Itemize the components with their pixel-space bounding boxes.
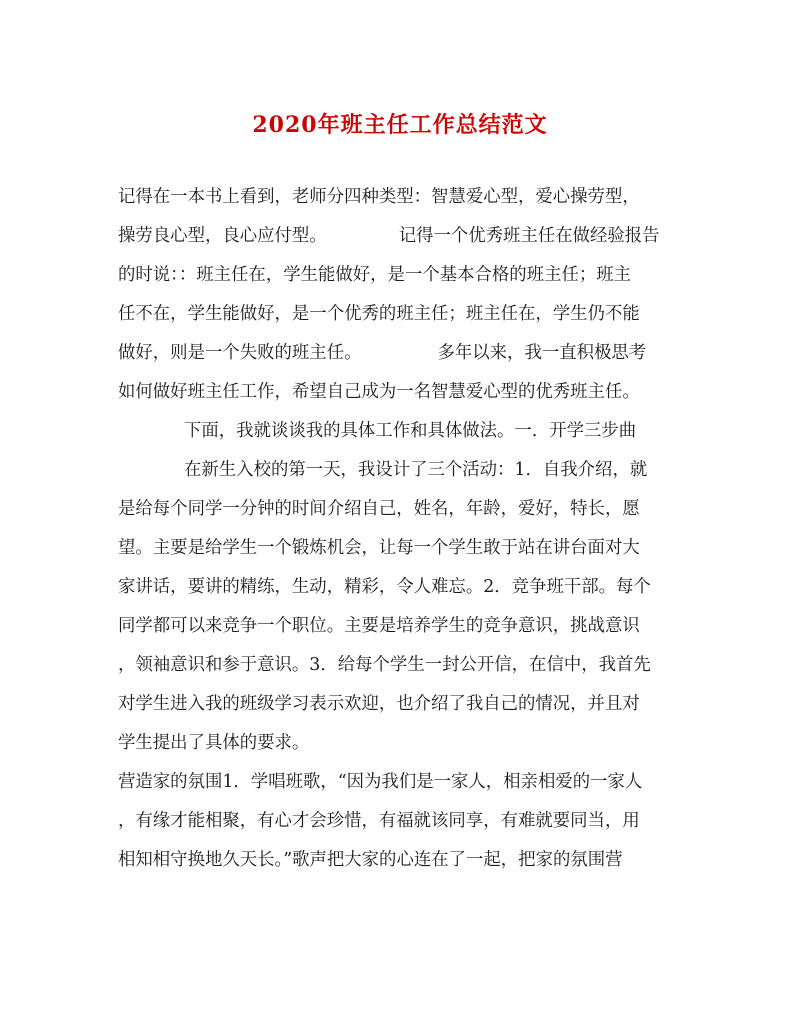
text-line: ，有缘才能相聚，有心才会珍惜，有福就该同享，有难就要同当，用 bbox=[118, 811, 640, 831]
document-title: 2020年班主任工作总结范文 bbox=[252, 112, 548, 138]
text-line: 任不在，学生能做好，是一个优秀的班主任；班主任在，学生仍不能 bbox=[118, 304, 640, 324]
text-line: 的时说：：班主任在，学生能做好，是一个基本合格的班主任；班主 bbox=[118, 265, 632, 285]
text-line: 学生提出了具体的要求。 bbox=[118, 733, 310, 753]
text-line: 记得在一本书上看到，老师分四种类型：智慧爱心型，爱心操劳型， bbox=[118, 187, 640, 207]
text-line: 同学都可以来竞争一个职位。主要是培养学生的竞争意识，挑战意识 bbox=[118, 616, 640, 636]
text-line: 下面，我就谈谈我的具体工作和具体做法。一．开学三步曲 bbox=[184, 421, 637, 441]
text-line: 望。主要是给学生一个锻炼机会，让每一个学生敢于站在讲台面对大 bbox=[118, 538, 640, 558]
text-line: 在新生入校的第一天，我设计了三个活动：1．自我介绍，就 bbox=[184, 460, 648, 480]
text-line: ，领袖意识和参于意识。3．给每个学生一封公开信，在信中，我首先 bbox=[118, 655, 651, 675]
document-body bbox=[118, 178, 684, 880]
text-line: 操劳良心型，良心应付型。 记得一个优秀班主任在做经验报告 bbox=[118, 226, 660, 246]
text-line: 相知相守换地久天长。”歌声把大家的心连在了一起，把家的氛围营 bbox=[118, 850, 623, 870]
text-line: 对学生进入我的班级学习表示欢迎，也介绍了我自己的情况，并且对 bbox=[118, 694, 640, 714]
text-line: 是给每个同学一分钟的时间介绍自己，姓名，年龄，爱好，特长，愿 bbox=[118, 499, 640, 519]
text-line: 如何做好班主任工作，希望自己成为一名智慧爱心型的优秀班主任。 bbox=[118, 382, 640, 402]
text-line: 家讲话，要讲的精练，生动，精彩，令人难忘。2．竞争班干部。每个 bbox=[118, 577, 651, 597]
text-line: 营造家的氛围1．学唱班歌，“因为我们是一家人，相亲相爱的一家人 bbox=[118, 772, 643, 792]
text-line: 做好，则是一个失败的班主任。 多年以来，我一直积极思考 bbox=[118, 343, 647, 363]
